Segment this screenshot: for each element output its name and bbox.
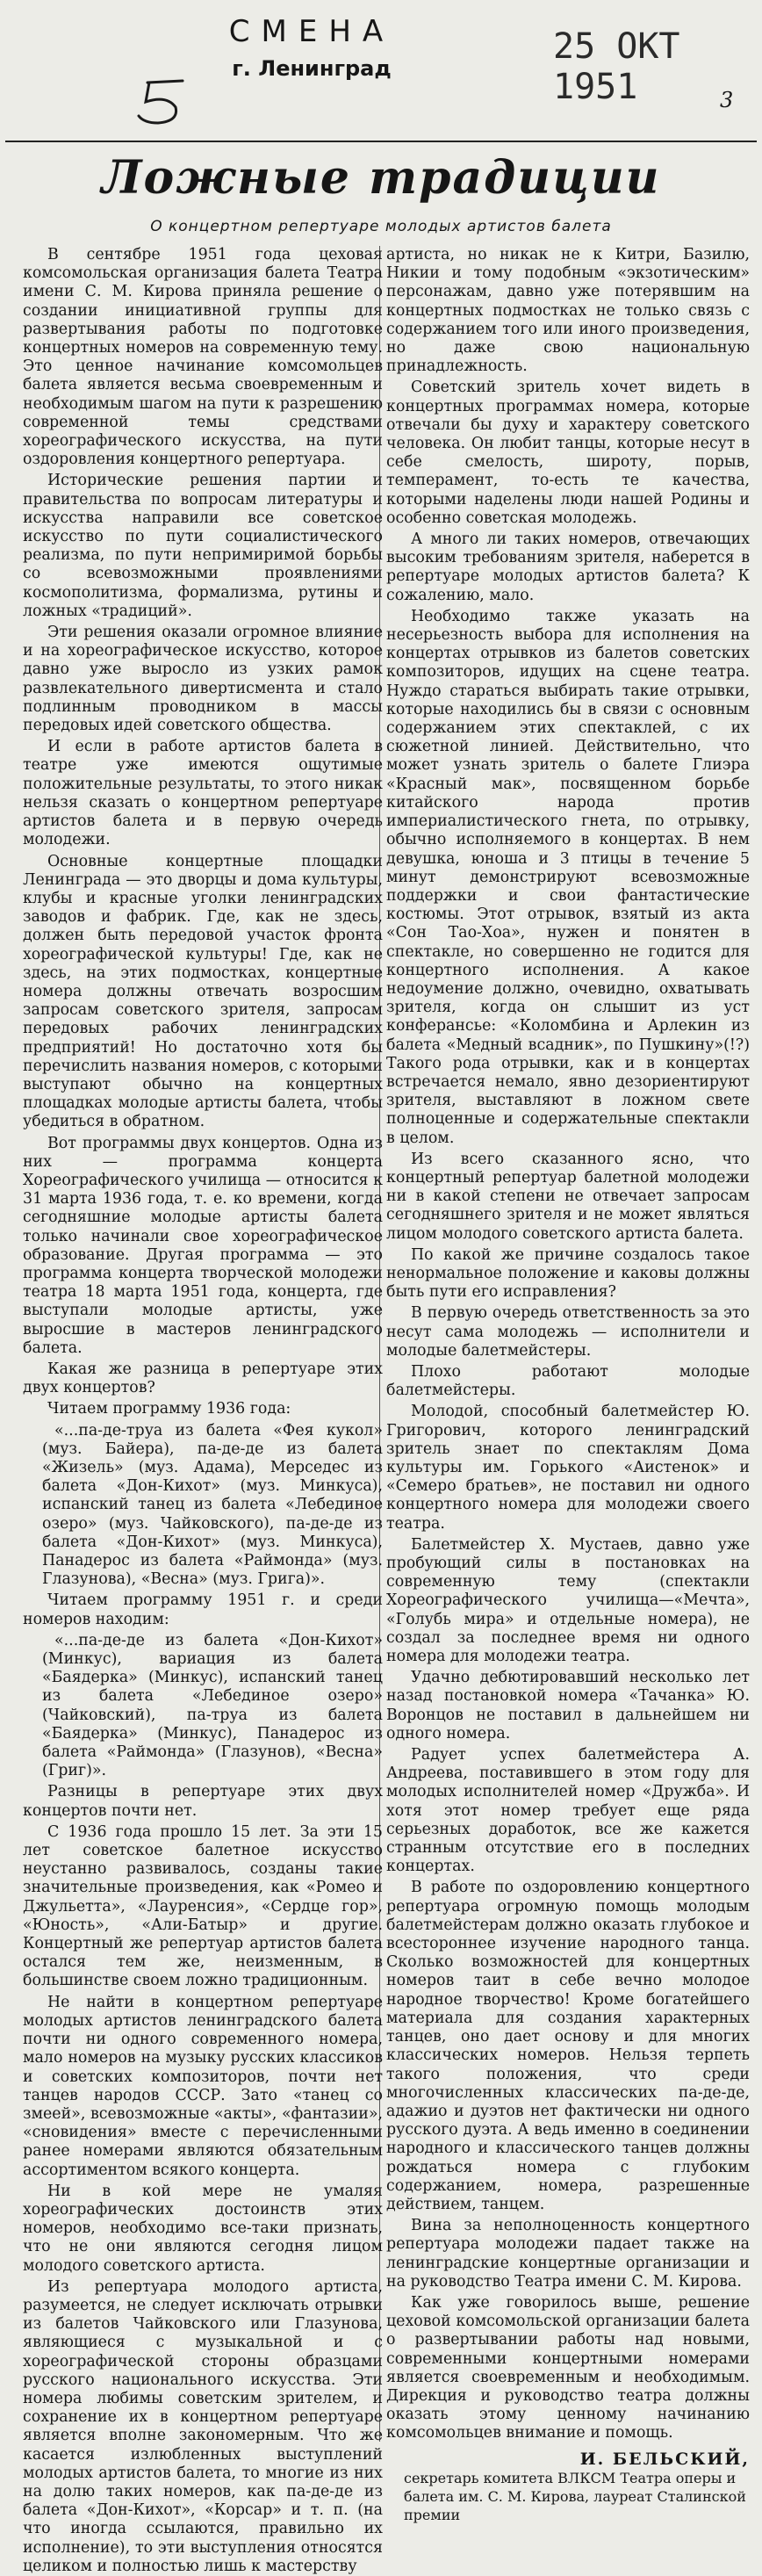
paragraph: Основные концертные площадки Ленинграда — это дворцы и дома культуры, клубы и красные уголки ленинградских заводов и фабрик. Где, как не здесь, должен быть передовой участок фронта хореографической культуры! Где, как не здесь, на этих подмостках, концертные номера должны отвечать возросшим запросам советского зрителя, запросам передовых рабочих ленинградских предприятий! Но достаточно хотя бы перечислить названия номеров, с которыми выступают обычно на концертных площадках молодые артисты балета, чтобы убедиться в обратном.	[23, 852, 383, 1131]
paragraph: С 1936 года прошло 15 лет. За эти 15 лет советское балетное искусство неустанно развивалось, созданы такие значительные произведения, как «Ромео и Джульетта», «Лауренсия», «Сердце гор», «Юность», «Али-Батыр» и другие. Концертный же репертуар артистов балета остался тем же, неизменным, в большинстве своем ложно традиционным.	[23, 1822, 383, 1990]
paragraph: Исторические решения партии и правительства по вопросам литературы и искусства направили все советское искусство по пути социалистического реализма, по пути непримиримой борьбы со всевозможными проявлениями космополитизма, формализма, рутины и ложных «традиций».	[23, 472, 383, 620]
paragraph: Плохо работают молодые балетмейстеры.	[386, 1362, 750, 1400]
paragraph: Читаем программу 1936 года:	[47, 1400, 291, 1418]
paragraph: В первую очередь ответственность за это несут сама молодежь — исполнители и молодые балетмейстеры.	[386, 1304, 750, 1360]
left-column	[23, 246, 383, 2575]
handwritten-mark	[132, 76, 193, 128]
paragraph: Советский зритель хочет видеть в концертных программах номера, которые отвечали бы духу и характеру советского человека. Он любит танцы, которые несут в себе смелость, широту, порыв, темперамент, то-есть те качества, которыми наделены люди нашей Родины и особенно советская молодежь.	[386, 379, 750, 527]
page-number: 3	[720, 88, 734, 112]
paragraph: В работе по оздоровлению концертного репертуара огромную помощь молодым балетмейстерам должно оказать глубокое и всестороннее изучение народного танца. Сколько возможностей для концертных номеров таит в себе вечно молодое народное творчество! Кроме богатейшего материала для создания характерных танцев, оно дает основу и для многих классических номеров. Нельзя терпеть такого положения, что среди многочисленных классических па-де-де, адажио и дуэтов нет фактически ни одного русского дуэта. А ведь именно в соединении народного и классического танцев должны рождаться номера с глубоким содержанием, номера, разрешенные действием, танцем.	[386, 1879, 750, 2213]
paragraph: Как уже говорилось выше, решение цеховой комсомольской организации балета о развертывании работы над новыми, современными концертными номерами является своевременным и необходимым. Дирекция и руководство театра должны оказать этому ценному начинанию комсомольцев внимание и помощь.	[386, 2293, 750, 2443]
paragraph: А много ли таких номеров, отвечающих высоким требованиям зрителя, наберется в репертуаре молодых артистов балета? К сожалению, мало.	[386, 530, 750, 604]
right-column	[386, 246, 750, 2524]
paragraph: Из всего сказанного ясно, что концертный репертуар балетной молодежи ни в какой степени не отвечает запросам сегодняшнего зрителя и не может являться лицом молодого советского артиста балета.	[386, 1150, 750, 1243]
paragraph: Эти решения оказали огромное влияние и на хореографическое искусство, которое давно уже выросло из узких рамок развлекательного дивертисмента и стало подлинным проводником в массы передовых идей советского общества.	[23, 624, 383, 735]
paragraph: И если в работе артистов балета в театре уже имеются ощутимые положительные результаты, то этого никак нельзя сказать о концертном репертуаре артистов балета и в первую очередь молодежи.	[23, 738, 383, 849]
paragraph: Вот программы двух концертов. Одна из них — программа концерта Хореографического училища — относится к 31 марта 1936 года, т. е. ко времени, когда сегодняшние молодые артисты балета только начинали свое хореографическое образование. Другая программа — это программа концерта творческой молодежи театра 18 марта 1951 года, концерта, где выступали молодые артисты, уже выросшие в мастеров ленинградского балета.	[23, 1134, 383, 1357]
program-quote-1936: «...па-де-труа из балета «Фея кукол» (муз. Байера), па-де-де из балета «Жизель» (муз. Адама), Мерседес из балета «Дон-Кихот» (муз. Минкуса), испанский танец из балета «Лебединое озеро» (муз. Чайковского), па-де-де из балета «Дон-Кихот» (муз. Минкуса), Панадерос из балета «Раймонда» (муз. Глазунова), «Весна» (муз. Грига)».	[42, 1421, 383, 1589]
paragraph: В сентябре 1951 года цеховая комсомольская организация балета Театра имени С. М. Кирова приняла решение о создании инициативной группы для развертывания работы по подготовке концертных номеров на современную тему. Это ценное начинание комсомольцев балета является весьма своевременным и необходимым шагом на пути к разрешению современной темы средствами хореографического искусства, на пути оздоровления концертного репертуара.	[23, 246, 383, 469]
paragraph: Балетмейстер Х. Мустаев, давно уже пробующий силы в постановках на современную тему (спектакли Хореографического училища—«Мечта», «Голубь мира» и отдельные номера), не создал за последнее время ни одного номера для молодежи театра.	[386, 1535, 750, 1666]
paragraph: Читаем программу 1951 г. и среди номеров находим:	[23, 1591, 383, 1628]
paragraph: Не найти в концертном репертуаре молодых артистов ленинградского балета почти ни одного современного номера, мало номеров на музыку русских классиков и советских композиторов, почти нет танцев народов СССР. Зато «танец со змеей», всевозможные «акты», «фантазии», «сновидения» вместе с перечисленными ранее номерами являются обязательным ассортиментом всякого концерта.	[23, 1993, 383, 2179]
paragraph: Молодой, способный балетмейстер Ю. Григорович, которого ленинградский зритель знает по спектаклям Дома культуры им. Горького «Аистенок» и «Семеро братьев», не поставил ни одного концертного номера для молодежи своего театра.	[386, 1403, 750, 1533]
header-rule	[5, 141, 757, 142]
author-name: И. БЕЛЬСКИЙ,	[579, 2449, 750, 2469]
paragraph: Ни в кой мере не умаляя хореографических достоинств этих номеров, необходимо все-таки признать, что не они являются сегодня лицом молодого советского артиста.	[23, 2182, 383, 2275]
publication-name: СМЕНА	[228, 14, 395, 49]
paragraph: Вина за неполноценность концертного репертуара молодежи падает также на ленинградские концертные организации и на руководство Театра имени С. М. Кирова.	[386, 2217, 750, 2291]
publication-city: г. Ленинград	[232, 56, 392, 81]
paragraph: Из репертуара молодого артиста, разумеется, не следует исключать отрывки из балетов Чайковского или Глазунова, являющиеся с музыкальной и с хореографической стороны образцами русского национального искусства. Эти номера любимы советским зрителем, и сохранение их в концертном репертуаре является вполне закономерным. Что же касается излюбленных выступлений молодых артистов балета, то многие из них на долю таких номеров, как па-де-де из балета «Дон-Кихот», «Корсар» и т. п. (на что иногда ссылаются, правильно их исполнение), то эти выступления относятся целиком и полностью лишь к мастерству	[23, 2277, 383, 2575]
paragraph: Разницы в репертуаре этих двух концертов почти нет.	[23, 1783, 383, 1820]
masthead	[0, 0, 762, 141]
paragraph: Удачно дебютировавший несколько лет назад постановкой номера «Тачанка» Ю. Воронцов не поставил в дальнейшем ни одного номера.	[386, 1669, 750, 1743]
date-stamp: 25 ОКТ 1951	[553, 26, 680, 107]
article-title: Ложные традиции	[101, 151, 661, 205]
program-quote-1951: «...па-де-де из балета «Дон-Кихот» (Минкус), вариация из балета «Баядерка» (Минкус), испанский танец из балета «Лебединое озеро» (Чайковский), па-труа из балета «Баядерка» (Минкус), Панадерос из балета «Раймонда» (Глазунов), «Весна» (Григ)».	[42, 1631, 383, 1780]
article-subtitle: О концертном репертуаре молодых артистов балета	[150, 218, 612, 235]
paragraph: По какой же причине создалось такое ненормальное положение и каковы должны быть пути его исправления?	[386, 1245, 750, 1302]
author-position: секретарь комитета ВЛКСМ Театра оперы и балета им. С. М. Кирова, лауреат Сталинской премии	[404, 2469, 746, 2524]
paragraph: Радует успех балетмейстера А. Андреева, поставившего в этом году для молодых исполнителей номер «Дружба». И хотя этот номер требует еще ряда серьезных доработок, все же кажется странным отсутствие его в последних концертах.	[386, 1746, 750, 1876]
paragraph: Необходимо также указать на несерьезность выбора для исполнения на концертах отрывков из балетов советских композиторов, идущих на сцене театра. Нуждо стараться выбирать такие отрывки, которые находились бы в связи с основным содержанием этих спектаклей, с их сюжетной линией. Действительно, что может узнать зритель о балете Глиэра «Красный мак», посвященном борьбе китайского народа против империалистического гнета, по отрывку, обычно исполняемого в концертах. В нем девушка, юноша и 3 птицы в течение 5 минут демонстрируют всевозможные поддержки и свои фантастические костюмы. Этот отрывок, взятый из акта «Сон Тао-Хоа», нужен и понятен в спектакле, но совершенно не годится для концертного исполнения. А какое недоумение должно, очевидно, охватывать зрителя, когда он слышит из уст конферансье: «Коломбина и Арлекин из балета «Медный всадник», по Пушкину»(!?) Такого рода отрывки, как и в концертах встречается немало, явно дезориентируют зрителя, выставляют в ложном свете полноценные и содержательные спектакли в целом.	[386, 607, 750, 1147]
paragraph: артиста, но никак не к Китри, Базилю, Никии и тому подобным «экзотическим» персонажам, давно уже потерявшим на концертных подмостках не только связь с содержанием того или иного произведения, но даже свою национальную принадлежность.	[386, 246, 750, 376]
paragraph: Какая же разница в репертуаре этих двух концертов?	[23, 1360, 383, 1397]
